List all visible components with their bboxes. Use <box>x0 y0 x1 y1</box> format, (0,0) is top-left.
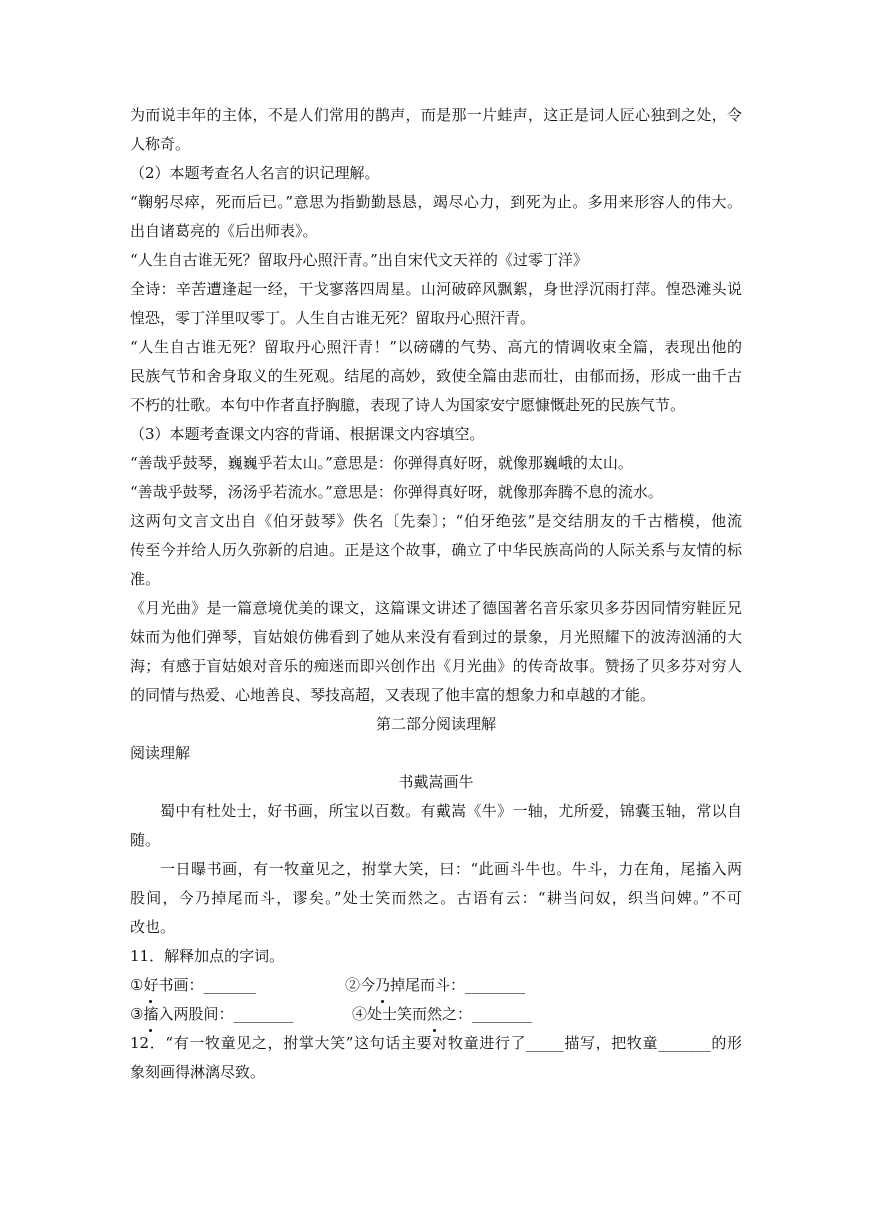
passage-text-line: 改也。 <box>130 918 176 936</box>
answer-text-line: 海；有感于盲姑娘对音乐的痴迷而即兴创作出《月光曲》的传奇故事。赞扬了贝多芬对穷人 <box>130 657 742 675</box>
question-11-item-4: ④处士笑而然之：________ <box>352 1000 532 1029</box>
question-12-line: 象刻画得淋漓尽致。 <box>130 1063 266 1081</box>
answer-heading-3: （3）本题考查课文内容的背诵、根据课文内容填空。 <box>130 425 485 443</box>
answer-text-line: 民族气节和舍身取义的生死观。结尾的高妙，致使全篇由悲而壮，由郁而扬，形成一曲千古 <box>130 367 742 385</box>
answer-text-line: “人生自古谁无死？留取丹心照汗青。”出自宋代文天祥的《过零丁洋》 <box>130 251 588 269</box>
section-title: 第二部分阅读理解 <box>375 715 496 733</box>
answer-text-line: 不朽的壮歌。本句中作者直抒胸臆，表现了诗人为国家安宁愿慷慨赴死的民族气节。 <box>130 396 686 414</box>
passage-text-line: 随。 <box>130 831 161 849</box>
answer-text-line: 《月光曲》是一篇意境优美的课文，这篇课文讲述了德国著名音乐家贝多芬因同情穷鞋匠兄 <box>130 599 742 617</box>
answer-text-line: “鞠躬尽瘁，死而后已。”意思为指勤勤恳恳，竭尽心力，到死为止。多用来形容人的伟大。 <box>130 193 742 211</box>
question-11-row <box>130 1000 742 1029</box>
passage-text-line: 蜀中有杜处士，好书画，所宝以百数。有戴嵩《牛》一轴，尤所爱，锦囊玉轴，常以自 <box>160 802 742 820</box>
document-body <box>130 101 742 1087</box>
dotted-char: 搐 <box>143 1000 158 1029</box>
dotted-char: 乃 <box>375 971 390 1000</box>
answer-text-line: 人称奇。 <box>130 135 191 153</box>
answer-text-line: 为而说丰年的主体，不是人们常用的鹊声，而是那一片蛙声，这正是词人匠心独到之处，令 <box>130 106 742 124</box>
answer-text-line: 这两句文言文出自《伯牙鼓琴》佚名〔先秦〕；“伯牙绝弦”是交结朋友的千古楷模，他流 <box>130 512 742 530</box>
answer-text-line: 出自诸葛亮的《后出师表》。 <box>130 222 318 240</box>
answer-text-line: “善哉乎鼓琴，汤汤乎若流水。”意思是：你弹得真好呀，就像那奔腾不息的流水。 <box>130 483 663 501</box>
answer-text-line: “人生自古谁无死？留取丹心照汗青！”以磅礴的气势、高亢的情调收束全篇，表现出他的 <box>130 338 742 356</box>
question-11-item-1: ①好书画：_______ <box>130 971 345 1000</box>
dotted-char: 好 <box>143 971 158 1000</box>
answer-text-line: 的同情与热爱、心地善良、琴技高超，又表现了他丰富的想象力和卓越的才能。 <box>130 686 656 704</box>
answer-text-line: 妹而为他们弹琴，盲姑娘仿佛看到了她从来没有看到过的景象，月光照耀下的波涛汹涌的大 <box>130 628 742 646</box>
question-12-line: 12．“有一牧童见之，拊掌大笑”这句话主要对牧童进行了_____描写，把牧童_______的形 <box>130 1034 742 1052</box>
answer-text-line: 准。 <box>130 570 161 588</box>
answer-text-line: 惶恐，零丁洋里叹零丁。人生自古谁无死？留取丹心照汗青。 <box>130 309 536 327</box>
passage-text-line: 一日曝书画，有一牧童见之，拊掌大笑，曰：“此画斗牛也。牛斗，力在角，尾搐入两 <box>160 860 742 878</box>
dotted-char: 然 <box>427 1000 442 1029</box>
answer-text-line: 全诗：辛苦遭逢起一经，干戈寥落四周星。山河破碎风飘絮，身世浮沉雨打萍。惶恐滩头说 <box>130 280 742 298</box>
answer-text-line: 传至今并给人历久弥新的启迪。正是这个故事，确立了中华民族高尚的人际关系与友情的标 <box>130 541 742 559</box>
question-11-item-3: ③搐入两股间：________ <box>130 1000 352 1029</box>
passage-title: 书戴嵩画牛 <box>398 773 474 791</box>
answer-text-line: “善哉乎鼓琴，巍巍乎若太山。”意思是：你弹得真好呀，就像那巍峨的太山。 <box>130 454 633 472</box>
answer-heading-2: （2）本题考查名人名言的识记理解。 <box>130 164 380 182</box>
question-11-stem: 11．解释加点的字词。 <box>130 947 285 965</box>
section-subtitle: 阅读理解 <box>130 744 191 762</box>
passage-text-line: 股间，今乃掉尾而斗，谬矣。”处士笑而然之。古语有云：“耕当问奴，织当问婢。”不可 <box>130 889 742 907</box>
question-11-item-2: ②今乃掉尾而斗：________ <box>345 971 525 1000</box>
question-11-row <box>130 971 742 1000</box>
